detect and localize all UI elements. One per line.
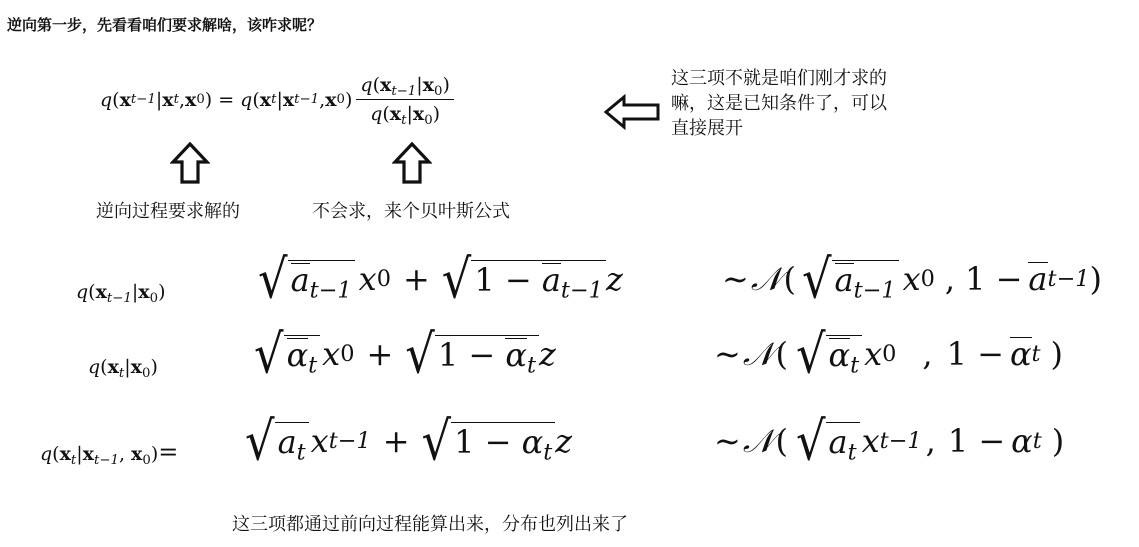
page-title: 逆向第一步，先看看咱们要求解啥，该咋求呢？ — [7, 16, 323, 34]
right-note-line: 直接展开 — [671, 118, 743, 140]
right-note-line: 嘛，这是已知条件了，可以 — [671, 93, 887, 115]
row-distribution: ∼ 𝒩 ( √ $a_t$ x t−1 , 1 − α t ) — [714, 409, 1065, 473]
arrow-up-icon — [170, 142, 210, 184]
row-expression: √ $a_t$ x t−1 + √ $1 - \alpha_t$ z — [245, 409, 573, 473]
label-reverse-target: 逆向过程要求解的 — [96, 201, 240, 222]
bottom-note: 这三项都通过前向过程能算出来，分布也列出来了 — [232, 514, 628, 535]
row-expression: √ $a_{t-1}$ x 0 + √ $1 - a_{t-1}$ z — [258, 247, 623, 311]
bayes-equation: q ( x t−1 | x t , x 0 ) = q ( x t | x t−1 , x 0 ) $\frac{q(x_{t-1}|x_0)}{q(x_t|x_0)}$ — [100, 74, 454, 125]
row-distribution: ∼ 𝒩 ( √ $a_{t-1}$ x 0 , 1 − a t−1 ) — [722, 247, 1102, 311]
right-note — [671, 66, 887, 142]
row-expression: √ $\alpha_t$ x 0 + √ $1 - \alpha_t$ z — [254, 322, 556, 386]
row-lhs: $q(x_t|x_{t-1}$, $x_0)=$ — [40, 438, 179, 468]
row-distribution: ∼ 𝒩 ( √ $\alpha_t$ x 0 , 1 − α t ) — [714, 322, 1064, 386]
right-note-line: 这三项不就是咱们刚才求的 — [671, 68, 887, 89]
arrow-up-icon — [392, 142, 432, 184]
arrow-left-icon — [604, 94, 660, 130]
label-bayes: 不会求，来个贝叶斯公式 — [312, 201, 510, 222]
row-lhs: $q(x_{t-1}|x_0)$ — [76, 281, 166, 306]
row-lhs: $q(x_t|x_0)$ — [88, 356, 158, 381]
